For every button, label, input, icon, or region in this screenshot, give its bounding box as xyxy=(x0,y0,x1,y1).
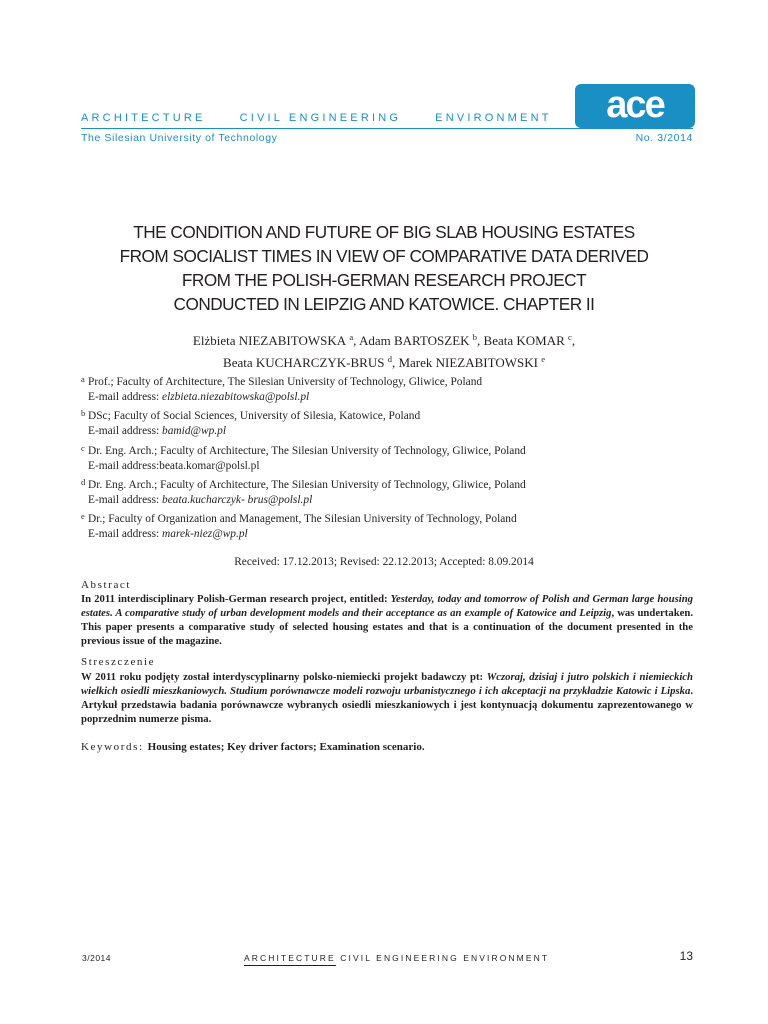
email-label: E-mail address: xyxy=(88,527,160,540)
author-name: Beata KOMAR xyxy=(483,333,565,348)
affiliation xyxy=(81,409,701,438)
footer-rest: CIVIL ENGINEERING ENVIRONMENT xyxy=(340,953,550,963)
author-mark: d xyxy=(387,354,392,364)
keywords xyxy=(81,741,425,753)
affiliation-mark: b xyxy=(81,408,86,418)
received-dates: Received: 17.12.2013; Revised: 22.12.2013; Accepted: 8.09.2014 xyxy=(234,556,534,568)
streszczenie-project-title: Wczoraj, dzisiaj i jutro polskich i niemieckich wielkich osiedli mieszkaniowych. Studium porównawcze modeli rozwoju urbanistycznego i ich akceptacji na przykładzie Katowic i Lipska xyxy=(81,671,693,697)
affiliation-text: Dr. Eng. Arch.; Faculty of Architecture, The Silesian University of Technology, Gliwice, Poland xyxy=(88,479,526,491)
author-mark: c xyxy=(568,332,572,342)
email-link[interactable]: marek-niez@wp.pl xyxy=(162,527,248,540)
affiliation-mark: d xyxy=(81,477,86,487)
author-list: Elżbieta NIEZABITOWSKA $^a$, Adam BARTOSZEK $^b$, Beata KOMAR $^c$, Beata KUCHARCZYK-BRUS $^d$, Marek NIEZABITOWSKI $^e$ xyxy=(192,332,576,370)
title-line: THE CONDITION AND FUTURE OF BIG SLAB HOUSING ESTATES xyxy=(133,222,635,242)
email-label: E-mail address: xyxy=(88,424,160,437)
email-link[interactable]: beata.kucharczyk- brus@polsl.pl xyxy=(162,493,313,506)
email-label: E-mail address: xyxy=(88,493,160,506)
streszczenie-text-part: . Artykuł przedstawia badania porównawcze wybranych osiedli mieszkaniowych i jest kontynuacją dokumentu zaprezentowanego w poprzednim numerze pisma. xyxy=(81,685,693,725)
affiliation-mark: a xyxy=(81,374,85,384)
series-civil-engineering: CIVIL ENGINEERING xyxy=(239,112,402,124)
author-name: Elżbieta NIEZABITOWSKA xyxy=(192,333,347,348)
abstract-text xyxy=(81,592,693,648)
page-number: 13 xyxy=(679,949,693,963)
author-name: Marek NIEZABITOWSKI xyxy=(398,355,538,370)
affiliation-text: Prof.; Faculty of Architecture, The Silesian University of Technology, Gliwice, Poland xyxy=(88,376,483,388)
abstract-text-part: In 2011 interdisciplinary Polish-German research project, entitled: xyxy=(81,593,391,605)
email-link[interactable]: elzbieta.niezabitowska@polsl.pl xyxy=(162,390,310,403)
header-rule xyxy=(81,128,693,129)
svg-text:ace: ace xyxy=(606,84,664,126)
affiliation xyxy=(81,375,701,404)
footer-journal xyxy=(244,953,549,963)
issue-number: No. 3/2014 xyxy=(635,132,693,144)
footer-issue: 3/2014 xyxy=(82,953,111,963)
affiliation-text: Dr. Eng. Arch.; Faculty of Architecture, The Silesian University of Technology, Gliwice, Poland xyxy=(88,445,526,457)
affiliation xyxy=(81,478,701,507)
email-link[interactable]: beata.komar@polsl.pl xyxy=(159,459,260,472)
series-architecture: ARCHITECTURE xyxy=(81,112,206,124)
title-line: CONDUCTED IN LEIPZIG AND KATOWICE. CHAPTER II xyxy=(173,294,595,314)
abstract-text-part: , was undertaken. This paper presents a comparative study of selected housing estates and that is a continuation of the document presented in the previous issue of the magazine. xyxy=(81,607,694,647)
affiliation xyxy=(81,512,701,541)
footer-architecture: ARCHITECTURE xyxy=(244,953,336,966)
university-name: The Silesian University of Technology xyxy=(81,132,278,144)
affiliation xyxy=(81,444,701,473)
keywords-label: Keywords: xyxy=(81,741,144,753)
email-label: E-mail address: xyxy=(88,390,160,403)
affiliation-text: Dr.; Faculty of Organization and Management, The Silesian University of Technology, Poland xyxy=(88,513,517,525)
author-mark: b xyxy=(472,332,478,342)
streszczenie-text-part: W 2011 roku podjęty został interdyscyplinarny polsko-niemiecki projekt badawczy pt: xyxy=(81,671,487,683)
email-label: E-mail address: xyxy=(88,459,160,472)
author-name: Adam BARTOSZEK xyxy=(358,333,470,348)
author-mark: e xyxy=(541,354,545,364)
article-title xyxy=(60,220,708,316)
ace-logo xyxy=(575,84,695,128)
affiliation-mark: c xyxy=(81,443,85,453)
abstract-project-title: Yesterday, today and tomorrow of Polish and German large housing estates. A comparative study of urban development models and their acceptance as an example of Katowice and Leipzig xyxy=(81,593,693,619)
journal-series xyxy=(81,112,552,124)
keywords-value: Housing estates; Key driver factors; Examination scenario. xyxy=(147,741,425,753)
title-line: FROM SOCIALIST TIMES IN VIEW OF COMPARATIVE DATA DERIVED xyxy=(119,246,649,266)
author-name: Beata KUCHARCZYK-BRUS xyxy=(223,355,385,370)
streszczenie-heading: Streszczenie xyxy=(81,656,156,668)
streszczenie-text xyxy=(81,670,693,726)
affiliation-mark: e xyxy=(81,511,85,521)
abstract-heading: Abstract xyxy=(81,579,132,591)
series-environment: ENVIRONMENT xyxy=(435,112,552,124)
email-link[interactable]: bamid@wp.pl xyxy=(162,424,226,437)
author-mark: a xyxy=(349,332,354,342)
title-line: FROM THE POLISH-GERMAN RESEARCH PROJECT xyxy=(181,270,587,290)
affiliation-text: DSc; Faculty of Social Sciences, University of Silesia, Katowice, Poland xyxy=(88,410,421,422)
